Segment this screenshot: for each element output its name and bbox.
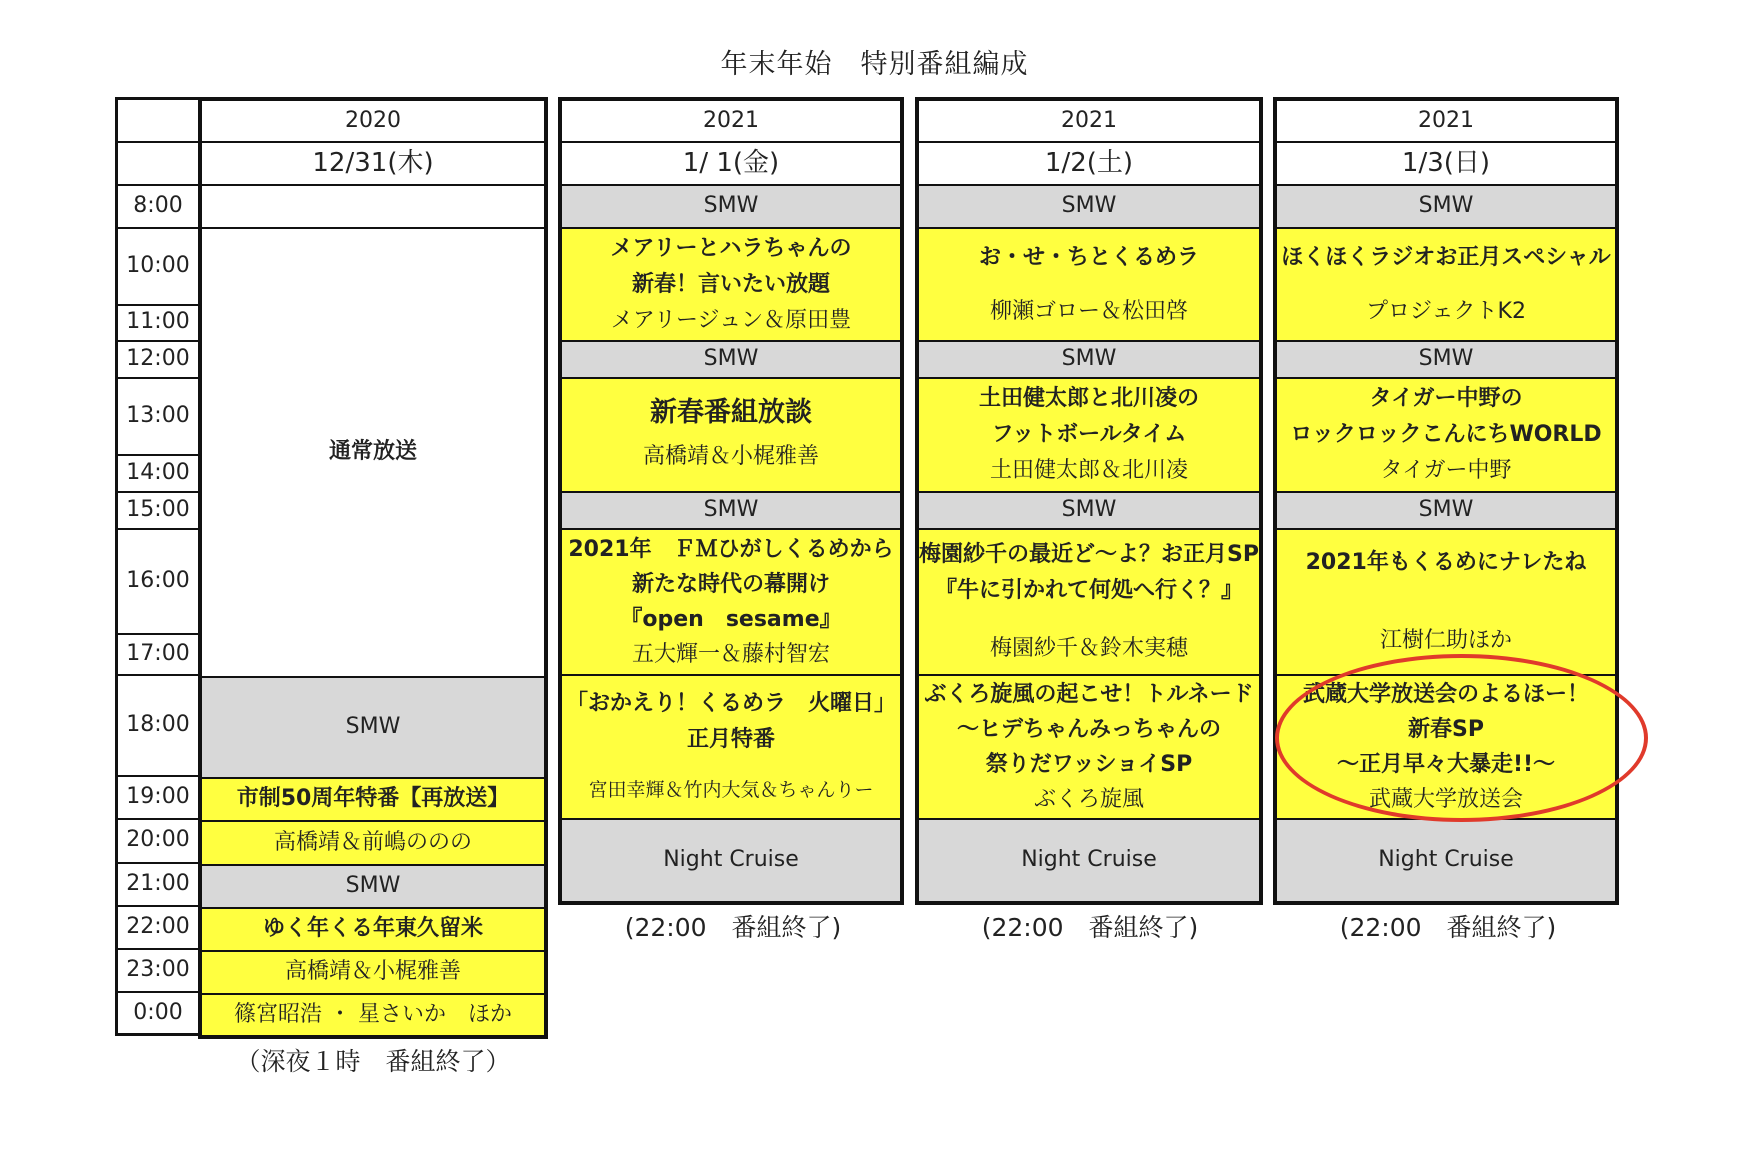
smw-block: SMW [200,865,546,908]
program-title-line: 梅園紗千の最近ど～よ？お正月SP [919,542,1259,567]
program-block [560,378,902,492]
time-cell: 18:00 [117,675,200,776]
smw-block: SMW [1275,341,1617,378]
program-host: 高橋靖＆前嶋ののの [200,821,546,865]
time-cell: 21:00 [117,863,200,906]
program-title-line: 「おかえり！くるめラ 火曜日」 [565,691,896,716]
program-title-line: 『open sesame』 [620,607,842,632]
time-cell: 22:00 [117,906,200,949]
program-block [917,378,1261,492]
night-cruise-block: Night Cruise [560,819,902,903]
end-note: (22:00 番組終了) [981,913,1199,942]
program-block [1275,378,1617,492]
time-cell: 19:00 [117,776,200,819]
smw-block: SMW [917,185,1261,228]
program-title-line: フットボールタイム [991,422,1187,447]
time-cell: 23:00 [117,949,200,992]
time-cell: 8:00 [117,185,200,228]
program-host: 篠宮昭浩 ・ 星さいか ほか [200,994,546,1037]
smw-block: SMW [560,185,902,228]
end-note: (22:00 番組終了) [1339,913,1557,942]
program-title-line: 2021年もくるめにナレたね [1305,550,1587,575]
time-cell: 17:00 [117,634,200,675]
time-header-blank [117,99,200,142]
program-title-line: 土田健太郎と北川凌の [978,386,1199,411]
day-column-1231 [198,97,548,1039]
smw-block: SMW [560,492,902,529]
time-cell: 16:00 [117,529,200,634]
time-header-blank [117,142,200,185]
program-block [560,529,902,675]
program-host: メアリージュン＆原田豊 [610,307,852,333]
date-cell: 12/31(木) [200,142,546,185]
program-host: プロジェクトK2 [1366,298,1526,324]
program-title-line: タイガー中野の [1369,386,1523,411]
program-host: 宮田幸輝＆竹内大気＆ちゃんりー [588,779,874,801]
program-title-line: 『牛に引かれて何処へ行く？』 [934,578,1243,603]
night-cruise-block: Night Cruise [917,819,1261,903]
end-note: (22:00 番組終了) [624,913,842,942]
program-host: 武蔵大学放送会 [1368,787,1523,812]
program-title-line: メアリーとハラちゃんの [610,235,852,261]
empty-slot [200,185,546,228]
program-title-line: ぶくろ旋風の起こせ！トルネード [924,682,1254,707]
date-cell: 1/2(土) [917,142,1261,185]
program-block [917,675,1261,819]
time-column [115,97,201,1036]
smw-block: SMW [917,492,1261,529]
program-title-line: 新たな時代の幕開け [631,572,830,597]
program-host: タイガー中野 [1380,458,1512,483]
program-host: 江樹仁助ほか [1379,628,1512,653]
program-title: 市制50周年特番【再放送】 [200,778,546,821]
program-title-line: ほくほくラジオお正月スペシャル [1281,244,1611,270]
program-block [560,675,902,819]
program-host: 高橋靖＆小梶雅善 [642,444,819,469]
program-host: 土田健太郎＆北川凌 [989,458,1188,483]
year-cell: 2021 [560,99,902,142]
smw-block: SMW [917,341,1261,378]
program-host: 五大輝一＆藤村智宏 [631,642,830,667]
program-title-line: ～ヒデちゃんみっちゃんの [956,717,1221,742]
normal-broadcast-block: 通常放送 [200,228,546,677]
year-cell: 2021 [917,99,1261,142]
program-title-line: 新春！言いたい放題 [631,271,830,297]
smw-block: SMW [1275,492,1617,529]
time-cell: 11:00 [117,305,200,341]
program-title: ゆく年くる年東久留米 [200,908,546,951]
night-cruise-block: Night Cruise [1275,819,1617,903]
page-title: 年末年始 特別番組編成 [720,49,1029,80]
program-host: 柳瀬ゴロー＆松田啓 [989,298,1188,324]
program-block [1275,529,1617,675]
program-title-line: ロックロックこんにちWORLD [1290,422,1602,447]
program-block [560,228,902,341]
year-cell: 2021 [1275,99,1617,142]
date-cell: 1/3(日) [1275,142,1617,185]
time-cell: 12:00 [117,341,200,378]
program-title-line: 正月特番 [686,727,775,752]
program-block-highlighted [1275,675,1617,819]
smw-block: SMW [1275,185,1617,228]
program-title-line: お・せ・ちとくるめラ [978,244,1199,270]
program-host: ぶくろ旋風 [1033,787,1144,812]
program-host: 梅園紗千＆鈴木実穂 [989,636,1188,661]
date-cell: 1/ 1(金) [560,142,902,185]
time-cell: 13:00 [117,378,200,455]
program-title-line: 新春番組放談 [650,397,812,428]
program-title-line: 2021年 ＦＭひがしくるめから [568,537,894,562]
program-title-line: 武蔵大学放送会のよるほー！ [1302,682,1589,707]
time-cell: 0:00 [117,992,200,1035]
time-cell: 10:00 [117,228,200,305]
time-cell: 20:00 [117,819,200,863]
program-block [917,529,1261,675]
smw-block: SMW [200,677,546,778]
program-title-line: 新春SP [1408,717,1484,742]
smw-block: SMW [560,341,902,378]
day-column-0103 [1273,97,1619,905]
program-host: 高橋靖＆小梶雅善 [200,951,546,994]
time-cell: 15:00 [117,492,200,529]
end-note: （深夜１時 番組終了） [235,1047,511,1076]
year-cell: 2020 [200,99,546,142]
program-block [917,228,1261,341]
program-title-line: ～正月早々大暴走!!～ [1336,752,1556,777]
program-title-line: 祭りだワッショイSP [985,752,1193,777]
day-column-0101 [558,97,904,905]
program-block [1275,228,1617,341]
time-cell: 14:00 [117,455,200,492]
day-column-0102 [915,97,1263,905]
